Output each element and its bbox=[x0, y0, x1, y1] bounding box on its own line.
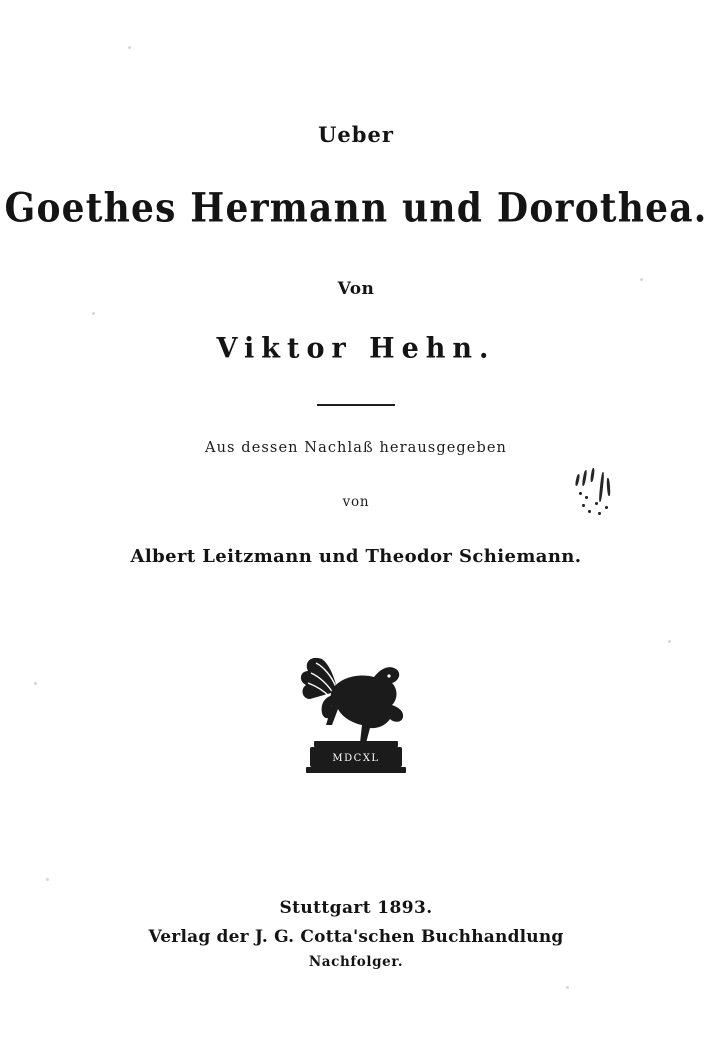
imprint-block bbox=[0, 898, 712, 970]
editors-names: Albert Leitzmann und Theodor Schiemann. bbox=[130, 545, 582, 567]
page-title: Goethes Hermann und Dorothea. bbox=[4, 184, 708, 232]
ink-smudge bbox=[574, 468, 622, 524]
edition-note: Aus dessen Nachlaß herausgegeben bbox=[205, 439, 507, 456]
imprint-publisher: Verlag der J. G. Cotta'schen Buchhandlung bbox=[148, 927, 564, 947]
paper-speck bbox=[640, 278, 643, 281]
paper-speck bbox=[92, 312, 95, 315]
divider-rule bbox=[317, 404, 395, 406]
paper-speck bbox=[128, 46, 131, 49]
imprint-city-year: Stuttgart 1893. bbox=[279, 898, 433, 918]
title-prefix: Ueber bbox=[318, 122, 394, 147]
paper-speck bbox=[34, 682, 37, 685]
editors-label: von bbox=[342, 493, 370, 510]
by-label: Von bbox=[337, 278, 375, 299]
paper-speck bbox=[668, 640, 671, 643]
publisher-device bbox=[286, 625, 426, 775]
paper-speck bbox=[46, 878, 49, 881]
device-inscription: MDCXL bbox=[332, 752, 380, 764]
paper-speck bbox=[566, 986, 569, 989]
imprint-successor: Nachfolger. bbox=[308, 954, 404, 970]
author-name: Viktor Hehn. bbox=[216, 331, 496, 365]
